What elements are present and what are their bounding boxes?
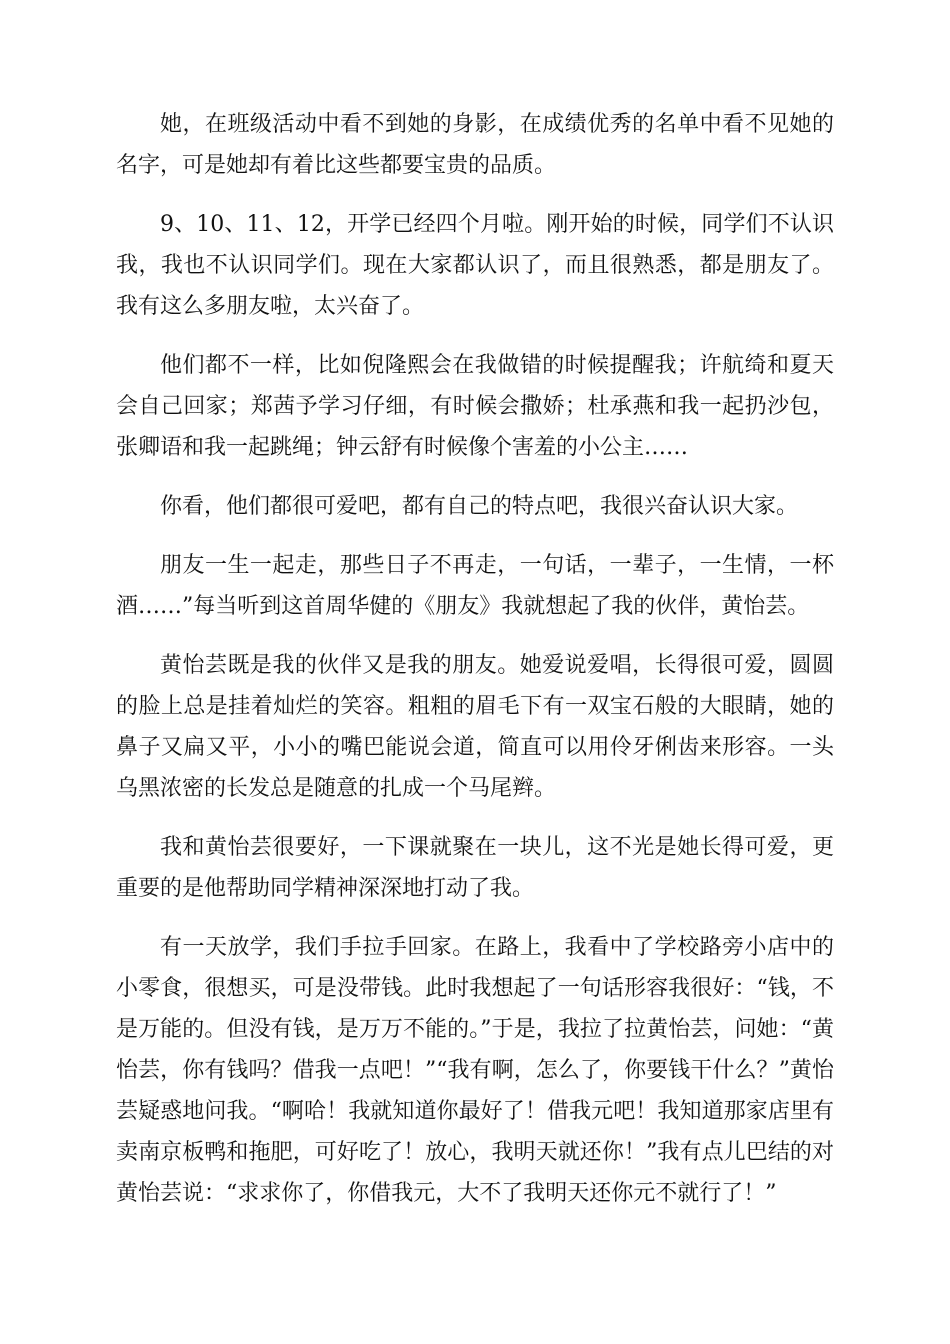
paragraph: 我和黄怡芸很要好，一下课就聚在一块儿，这不光是她长得可爱，更重要的是他帮助同学精神深深地打动了我。 — [116, 835, 834, 901]
paragraph: 9、10、11、12，开学已经四个月啦。刚开始的时候，同学们不认识我，我也不认识同学们。现在大家都认识了，而且很熟悉，都是朋友了。我有这么多朋友啦，太兴奋了。 — [116, 212, 834, 319]
paragraph: 你看，他们都很可爱吧，都有自己的特点吧，我很兴奋认识大家。 — [160, 494, 799, 519]
paragraph: 朋友一生一起走，那些日子不再走，一句话，一辈子，一生情，一杯酒……”每当听到这首周华健的《朋友》我就想起了我的伙伴，黄怡芸。 — [116, 553, 834, 619]
paragraph: 黄怡芸既是我的伙伴又是我的朋友。她爱说爱唱，长得很可爱，圆圆的脸上总是挂着灿烂的笑容。粗粗的眉毛下有一双宝石般的大眼睛，她的鼻子又扁又平，小小的嘴巴能说会道，简直可以用伶牙俐齿来形容。一头乌黑浓密的长发总是随意的扎成一个马尾辫。 — [116, 653, 834, 801]
paragraph: 她，在班级活动中看不到她的身影，在成绩优秀的名单中看不见她的名字，可是她却有着比这些都要宝贵的品质。 — [116, 112, 834, 178]
paragraph: 有一天放学，我们手拉手回家。在路上，我看中了学校路旁小店中的小零食，很想买，可是没带钱。此时我想起了一句话形容我很好：“钱，不是万能的。但没有钱，是万万不能的。”于是，我拉了拉黄怡芸，问她：“黄怡芸，你有钱吗？借我一点吧！”“我有啊，怎么了，你要钱干什么？”黄怡芸疑惑地问我。“啊哈！我就知道你最好了！借我元吧！我知道那家店里有卖南京板鸭和拖肥，可好吃了！放心，我明天就还你！”我有点儿巴结的对黄怡芸说：“求求你了，你借我元，大不了我明天还你元不就行了！” — [116, 935, 834, 1206]
paragraph: 他们都不一样，比如倪隆熙会在我做错的时候提醒我；许航绮和夏天会自己回家；郑茜予学习仔细，有时候会撒娇；杜承燕和我一起扔沙包，张卿语和我一起跳绳；钟云舒有时候像个害羞的小公主…… — [116, 353, 834, 460]
document-body — [116, 104, 834, 1232]
